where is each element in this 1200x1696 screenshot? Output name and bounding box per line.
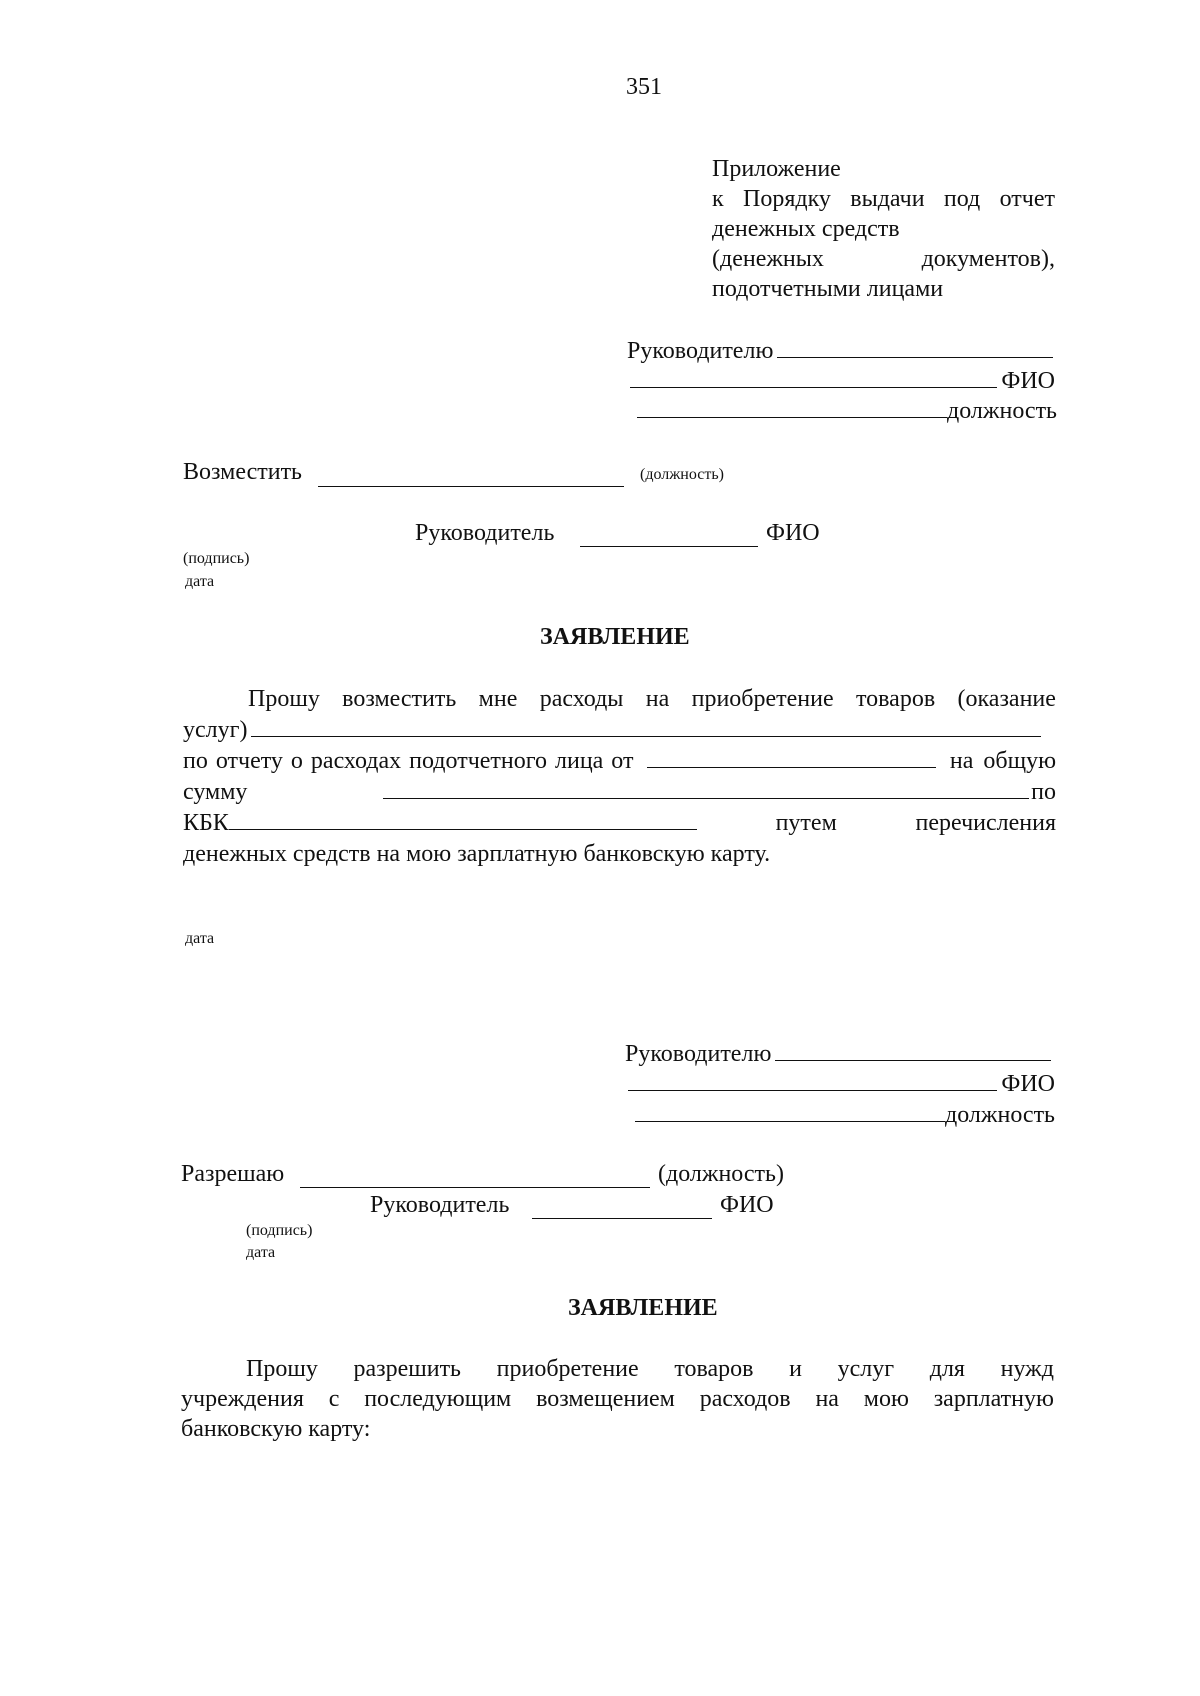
statement-2-line-3: банковскую карту:	[181, 1416, 371, 1442]
appendix-title: Приложение	[712, 156, 841, 182]
statement-1-line-2: услуг)	[183, 717, 1045, 744]
manager-fio: ФИО	[766, 520, 820, 546]
statement-1-line-1: Прошу возместить мне расходы на приобретение товаров (оказание	[248, 686, 1056, 712]
manager-signature-blank-2[interactable]	[532, 1218, 712, 1219]
resolution-word: Возместить	[183, 459, 303, 485]
addressee-row-1: Руководителю	[627, 338, 1057, 365]
addressee-fio-row-1: ФИО	[630, 368, 1055, 395]
report-date-blank[interactable]	[647, 766, 935, 768]
fio-blank[interactable]	[630, 386, 997, 388]
statement-1-date: дата	[185, 930, 215, 947]
date-hint: дата	[185, 573, 215, 590]
addressee-fio-row-2: ФИО	[628, 1071, 1055, 1098]
amount-blank[interactable]	[383, 797, 1029, 799]
page-number: 351	[626, 74, 662, 100]
appendix-line-5: подотчетными лицами	[712, 276, 944, 302]
addressee-position-row-1: должность	[637, 398, 1057, 425]
manager-signature-blank[interactable]	[580, 546, 758, 547]
addressee-blank-2[interactable]	[775, 1059, 1051, 1061]
position-blank-2[interactable]	[635, 1120, 945, 1122]
appendix-line-3: денежных средств	[712, 216, 900, 242]
statement-1-line-4: сумму по	[183, 779, 1056, 805]
signature-hint: (подпись)	[183, 550, 250, 567]
appendix-line-4: (денежных документов),	[712, 246, 1055, 272]
position-blank[interactable]	[637, 416, 947, 418]
appendix-line-2: к Порядку выдачи под отчет	[712, 186, 1055, 212]
statement-2-line-2: учреждения с последующим возмещением расходов на мою зарплатную	[181, 1386, 1054, 1412]
manager-fio-2: ФИО	[720, 1192, 774, 1218]
resolution-word-2: Разрешаю	[181, 1161, 285, 1187]
manager-label: Руководитель	[415, 520, 555, 546]
statement-1-line-3: по отчету о расходах подотчетного лица от на общую	[183, 748, 1056, 774]
fio-blank-2[interactable]	[628, 1089, 997, 1091]
statement-1-line-5: КБК путем перечисления	[183, 810, 1057, 836]
addressee-blank[interactable]	[777, 356, 1053, 358]
resolution-blank[interactable]	[318, 486, 624, 487]
resolution-blank-2[interactable]	[300, 1187, 650, 1188]
signature-hint-2: (подпись)	[246, 1222, 313, 1239]
statement-title-1: ЗАЯВЛЕНИЕ	[540, 624, 690, 650]
statement-title-2: ЗАЯВЛЕНИЕ	[568, 1295, 718, 1321]
kbk-blank[interactable]	[229, 828, 697, 830]
manager-label-2: Руководитель	[370, 1192, 510, 1218]
addressee-position-row-2: должность	[635, 1102, 1055, 1129]
date-hint-2: дата	[246, 1244, 276, 1261]
statement-1-line-6: денежных средств на мою зарплатную банковскую карту.	[183, 841, 771, 867]
resolution-position-hint-2: (должность)	[658, 1161, 784, 1187]
services-blank[interactable]	[251, 735, 1041, 737]
addressee-row-2: Руководителю	[625, 1041, 1055, 1068]
statement-2-line-1: Прошу разрешить приобретение товаров и услуг для нужд	[246, 1356, 1054, 1382]
resolution-position-hint: (должность)	[640, 466, 724, 483]
